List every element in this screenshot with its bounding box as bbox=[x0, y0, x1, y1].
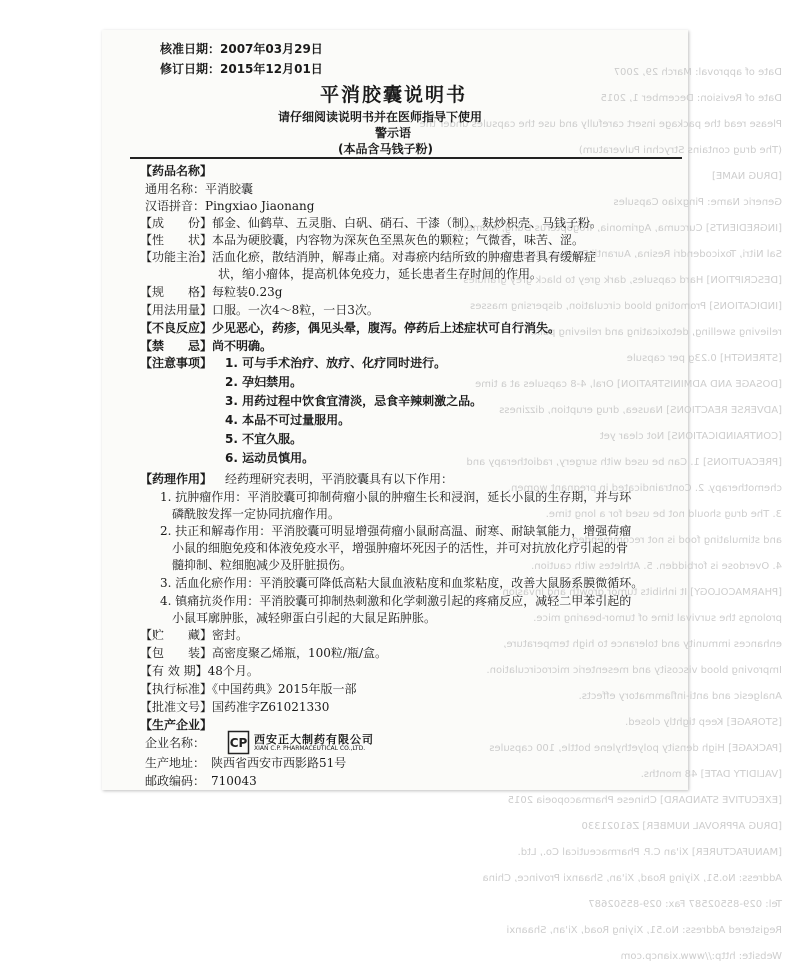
pharmacology-line: 小鼠耳廓肿胀，减轻卵蛋白引起的大鼠足跖肿胀。 bbox=[172, 611, 437, 625]
showthrough-line: [STRENGTH] 0.23g per capsule bbox=[626, 353, 782, 364]
specification: 【规 格】每粒装0.23g bbox=[140, 285, 283, 299]
showthrough-line: Generic Name: Pingxiao Capsules bbox=[613, 197, 782, 208]
pharmacology-line: 3. 活血化瘀作用：平消胶囊可降低高粘大鼠血液粘度和血浆粘度，改善大鼠肠系膜微循环。 bbox=[160, 576, 644, 590]
showthrough-line: [DOSAGE AND ADMINISTRATION] Oral, 4-8 capsules at a time bbox=[475, 379, 782, 390]
pinyin-name: 汉语拼音：Pingxiao Jiaonang bbox=[145, 199, 315, 213]
production-address: 生产地址： 陕西省西安市西影路51号 bbox=[145, 756, 347, 770]
showthrough-line: Please read the package insert carefully and use the capsules under the bbox=[419, 119, 782, 130]
showthrough-line: Date of approval: March 29, 2007 bbox=[613, 67, 782, 78]
company-logo-cn: 西安正大制药有限公司 bbox=[254, 733, 374, 746]
showthrough-line: 3. The drug should not be used for a long time. bbox=[545, 509, 782, 520]
showthrough-line: and stimulating food is not recommended. bbox=[568, 535, 782, 546]
showthrough-line: [DESCRIPTION] Hard capsules, dark grey to black grey granules bbox=[463, 275, 782, 286]
executive-standard: 【执行标准】《中国药典》2015年版一部 bbox=[140, 682, 357, 696]
pharmacology-label: 【药理作用】 bbox=[140, 472, 213, 486]
showthrough-line: [EXECUTIVE STANDARD] Chinese Pharmacopoeia 2015 bbox=[507, 795, 782, 806]
drug-name-label: 【药品名称】 bbox=[140, 164, 213, 178]
showthrough-line: 4. Overdose is forbidden. 5. Athletes with caution. bbox=[531, 561, 782, 572]
showthrough-line: Address: No.51, Xiying Road, Xi'an, Shaanxi Province, China bbox=[482, 873, 782, 884]
showthrough-text bbox=[419, 60, 782, 962]
company-name-label: 企业名称： bbox=[145, 736, 206, 750]
showthrough-line: Registered Address: No.51, Xiying Road, Xi'an, Shaanxi bbox=[506, 925, 782, 936]
showthrough-line: [CONTRAINDICATIONS] Not clear yet bbox=[599, 431, 782, 442]
leaflet-title: 平消胶囊说明书 bbox=[320, 84, 468, 106]
pharmacology-line: 磷酰胺发挥一定协同抗瘤作用。 bbox=[172, 507, 341, 521]
showthrough-line: (The drug contains Strychni Pulveratum) bbox=[578, 145, 782, 156]
showthrough-line: Date of Revision: December 1, 2015 bbox=[600, 93, 782, 104]
adverse-reactions: 【不良反应】少见恶心，药疹，偶见头晕，腹泻。停药后上述症状可自行消失。 bbox=[140, 321, 561, 335]
indications-line-1: 【功能主治】活血化瘀，散结消肿，解毒止痛。对毒瘀内结所致的肿瘤患者具有缓解症 bbox=[140, 250, 597, 264]
generic-name: 通用名称：平消胶囊 bbox=[145, 182, 254, 196]
pharmacology-intro: 经药理研究表明，平消胶囊具有以下作用： bbox=[225, 472, 454, 486]
showthrough-line: [INGREDIENTS] Curcuma, Agrimonia, Trogopterus Dung, Alumen, bbox=[457, 223, 782, 234]
dosage: 【用法用量】口服。一次4～8粒，一日3次。 bbox=[140, 303, 379, 317]
showthrough-line: [DRUG NAME] bbox=[712, 171, 782, 182]
description: 【性 状】本品为硬胶囊，内容物为深灰色至黑灰色的颗粒；气微香，味苦、涩。 bbox=[140, 233, 585, 247]
precaution-item: 5. 不宜久服。 bbox=[225, 432, 303, 446]
precaution-item: 1. 可与手术治疗、放疗、化疗同时进行。 bbox=[225, 356, 447, 370]
showthrough-line: [DRUG APPROVAL NUMBER] Z61021330 bbox=[581, 821, 782, 832]
showthrough-line: [PACKAGE] High density polyethylene bottle, 100 capsules bbox=[489, 743, 782, 754]
warning-text: (本品含马钱子粉) bbox=[338, 142, 433, 156]
precaution-item: 4. 本品不可过量服用。 bbox=[225, 413, 351, 427]
approval-number: 【批准文号】国药准字Z61021330 bbox=[140, 700, 330, 714]
pharmacology-line: 小鼠的细胞免疫和体液免疫水平，增强肿瘤坏死因子的活性，并可对抗放化疗引起的骨 bbox=[172, 541, 629, 555]
top-divider bbox=[130, 157, 682, 159]
precaution-item: 3. 用药过程中饮食宜清淡，忌食辛辣刺激之品。 bbox=[225, 394, 483, 408]
showthrough-line: Sal Nitri, Toxicodendri Resina, Aurantii Fructus, Strychni bbox=[504, 249, 782, 260]
showthrough-line: Tel: 029-85502587 Fax: 029-85502687 bbox=[588, 899, 782, 910]
pharmacology-line: 1. 抗肿瘤作用：平消胶囊可抑制荷瘤小鼠的肿瘤生长和浸润，延长小鼠的生存期，并与环 bbox=[160, 490, 632, 504]
precaution-item: 2. 孕妇禁用。 bbox=[225, 375, 303, 389]
approval-date: 核准日期：2007年03月29日 bbox=[160, 42, 323, 56]
showthrough-line: [MANUFACTURER] Xi'an C.P. Pharmaceutical Co., Ltd. bbox=[517, 847, 782, 858]
subtitle: 请仔细阅读说明书并在医师指导下使用 bbox=[278, 110, 483, 124]
contraindications: 【禁 忌】尚不明确。 bbox=[140, 339, 273, 353]
showthrough-line: [VALIDITY DATE] 48 months. bbox=[640, 769, 782, 780]
manufacturer-label: 【生产企业】 bbox=[140, 718, 213, 732]
showthrough-line: relieving swelling, detoxicating and relieving pain. bbox=[530, 327, 782, 338]
showthrough-line: [PHARMACOLOGY] It inhibits tumor growth and invasion bbox=[502, 587, 782, 598]
showthrough-line: [INDICATIONS] Promoting blood circulation, dispersing masses bbox=[470, 301, 782, 312]
showthrough-line: Improving blood viscosity and mesenteric microcirculation. bbox=[486, 665, 782, 676]
pharmacology-line: 2. 扶正和解毒作用：平消胶囊可明显增强荷瘤小鼠耐高温、耐寒、耐缺氧能力，增强荷瘤 bbox=[160, 524, 632, 538]
ingredients: 【成 份】郁金、仙鹤草、五灵脂、白矾、硝石、干漆（制）、麸炒枳壳、马钱子粉。 bbox=[140, 216, 603, 230]
precaution-item: 6. 运动员慎用。 bbox=[225, 451, 315, 465]
pharmacology-line: 4. 镇痛抗炎作用：平消胶囊可抑制热刺激和化学刺激引起的疼痛反应，减轻二甲苯引起的 bbox=[160, 594, 632, 608]
showthrough-line: enhances immunity and tolerance to high temperature, bbox=[503, 639, 782, 650]
postcode: 邮政编码： 710043 bbox=[145, 774, 257, 788]
showthrough-line: Website: http://www.xiancp.com bbox=[620, 951, 782, 962]
pharmacology-line: 髓抑制、粒细胞减少及肝脏损伤。 bbox=[172, 558, 353, 572]
company-logo-en: XIAN C.P. PHARMACEUTICAL CO.,LTD. bbox=[254, 745, 366, 752]
company-logo bbox=[228, 731, 403, 755]
storage: 【贮 藏】密封。 bbox=[140, 628, 249, 642]
showthrough-line: Analgesic and anti-inflammatory effects. bbox=[578, 691, 782, 702]
warning-heading: 警示语 bbox=[375, 126, 412, 140]
showthrough-line: chemotherapy. 2. Contraindicated in pregnant women. bbox=[507, 483, 782, 494]
revision-date: 修订日期：2015年12月01日 bbox=[160, 62, 323, 76]
showthrough-line: [PRECAUTIONS] 1. Can be used with surgery, radiotherapy and bbox=[466, 457, 782, 468]
showthrough-line: prolongs the survival time of tumor-bearing mice. bbox=[533, 613, 782, 624]
validity: 【有 效 期】48个月。 bbox=[140, 664, 259, 678]
svg-text:CP: CP bbox=[229, 736, 248, 750]
package: 【包 装】高密度聚乙烯瓶，100粒/瓶/盒。 bbox=[140, 646, 387, 660]
showthrough-line: [ADVERSE REACTIONS] Nausea, drug eruption, dizziness bbox=[499, 405, 782, 416]
indications-line-2: 状，缩小瘤体，提高机体免疫力，延长患者生存时间的作用。 bbox=[218, 267, 543, 281]
precautions-label: 【注意事项】 bbox=[140, 356, 213, 370]
showthrough-line: [STORAGE] Keep tightly closed. bbox=[625, 717, 782, 728]
